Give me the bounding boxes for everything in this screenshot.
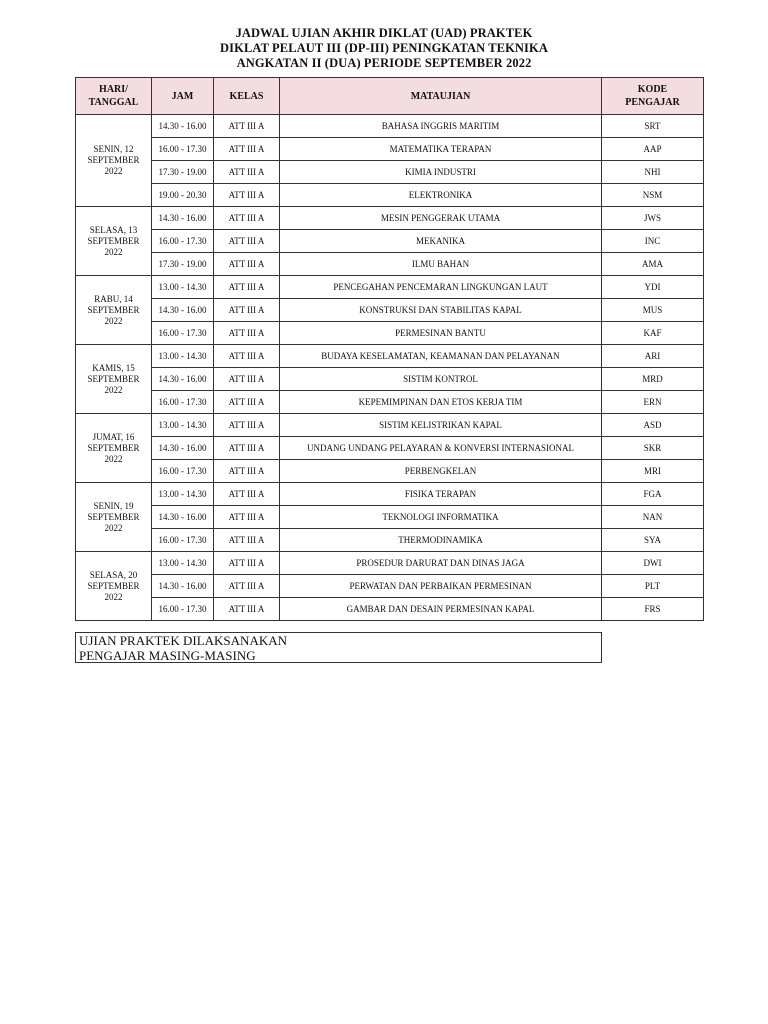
table-row	[76, 368, 704, 391]
time-cell: 16.00 - 17.30	[152, 598, 214, 621]
subject-cell: FISIKA TERAPAN	[280, 483, 602, 506]
class-cell: ATT III A	[214, 184, 280, 207]
class-cell: ATT III A	[214, 506, 280, 529]
code-cell: NAN	[602, 506, 704, 529]
header-time: JAM	[152, 78, 214, 115]
subject-cell: BAHASA INGGRIS MARITIM	[280, 115, 602, 138]
table-row	[76, 552, 704, 575]
note-line-1: UJIAN PRAKTEK DILAKSANAKAN	[79, 633, 287, 648]
table-row	[76, 207, 704, 230]
table-row	[76, 138, 704, 161]
table-row	[76, 391, 704, 414]
class-cell: ATT III A	[214, 115, 280, 138]
code-cell: JWS	[602, 207, 704, 230]
subject-cell: KEPEMIMPINAN DAN ETOS KERJA TIM	[280, 391, 602, 414]
class-cell: ATT III A	[214, 322, 280, 345]
code-cell: SRT	[602, 115, 704, 138]
table-row	[76, 483, 704, 506]
class-cell: ATT III A	[214, 345, 280, 368]
code-cell: ASD	[602, 414, 704, 437]
day-cell: SENIN, 12 SEPTEMBER 2022	[76, 115, 152, 207]
class-cell: ATT III A	[214, 529, 280, 552]
time-cell: 14.30 - 16.00	[152, 575, 214, 598]
time-cell: 17.30 - 19.00	[152, 253, 214, 276]
subject-cell: SISTIM KONTROL	[280, 368, 602, 391]
day-cell: SELASA, 20 SEPTEMBER 2022	[76, 552, 152, 621]
time-cell: 16.00 - 17.30	[152, 322, 214, 345]
header-code	[602, 78, 704, 115]
time-cell: 16.00 - 17.30	[152, 460, 214, 483]
time-cell: 16.00 - 17.30	[152, 391, 214, 414]
header-subject: MATAUJIAN	[280, 78, 602, 115]
subject-cell: PERBENGKELAN	[280, 460, 602, 483]
class-cell: ATT III A	[214, 230, 280, 253]
class-cell: ATT III A	[214, 460, 280, 483]
table-row	[76, 414, 704, 437]
subject-cell: PERMESINAN BANTU	[280, 322, 602, 345]
header-class: KELAS	[214, 78, 280, 115]
header-day	[76, 78, 152, 115]
table-row	[76, 460, 704, 483]
title-line-1: JADWAL UJIAN AKHIR DIKLAT (UAD) PRAKTEK	[235, 26, 533, 40]
code-cell: MUS	[602, 299, 704, 322]
subject-cell: ILMU BAHAN	[280, 253, 602, 276]
day-cell: KAMIS, 15 SEPTEMBER 2022	[76, 345, 152, 414]
subject-cell: KONSTRUKSI DAN STABILITAS KAPAL	[280, 299, 602, 322]
table-row	[76, 299, 704, 322]
document-title	[0, 26, 768, 71]
day-cell: JUMAT, 16 SEPTEMBER 2022	[76, 414, 152, 483]
table-row	[76, 322, 704, 345]
subject-cell: PERWATAN DAN PERBAIKAN PERMESINAN	[280, 575, 602, 598]
class-cell: ATT III A	[214, 161, 280, 184]
time-cell: 19.00 - 20.30	[152, 184, 214, 207]
code-cell: ARI	[602, 345, 704, 368]
table-row	[76, 253, 704, 276]
code-cell: MRD	[602, 368, 704, 391]
time-cell: 13.00 - 14.30	[152, 552, 214, 575]
code-cell: MRI	[602, 460, 704, 483]
subject-cell: THERMODINAMIKA	[280, 529, 602, 552]
time-cell: 16.00 - 17.30	[152, 230, 214, 253]
class-cell: ATT III A	[214, 276, 280, 299]
class-cell: ATT III A	[214, 253, 280, 276]
time-cell: 13.00 - 14.30	[152, 483, 214, 506]
class-cell: ATT III A	[214, 138, 280, 161]
time-cell: 14.30 - 16.00	[152, 299, 214, 322]
subject-cell: TEKNOLOGI INFORMATIKA	[280, 506, 602, 529]
subject-cell: MESIN PENGGERAK UTAMA	[280, 207, 602, 230]
table-row	[76, 276, 704, 299]
code-cell: SYA	[602, 529, 704, 552]
class-cell: ATT III A	[214, 598, 280, 621]
class-cell: ATT III A	[214, 391, 280, 414]
time-cell: 16.00 - 17.30	[152, 138, 214, 161]
class-cell: ATT III A	[214, 483, 280, 506]
class-cell: ATT III A	[214, 552, 280, 575]
time-cell: 14.30 - 16.00	[152, 437, 214, 460]
code-cell: FRS	[602, 598, 704, 621]
subject-cell: PROSEDUR DARURAT DAN DINAS JAGA	[280, 552, 602, 575]
class-cell: ATT III A	[214, 437, 280, 460]
code-cell: AMA	[602, 253, 704, 276]
note-line-2: PENGAJAR MASING-MASING	[79, 648, 256, 663]
day-cell: SELASA, 13 SEPTEMBER 2022	[76, 207, 152, 276]
table-row	[76, 598, 704, 621]
time-cell: 14.30 - 16.00	[152, 506, 214, 529]
exam-schedule-table	[75, 77, 704, 621]
table-row	[76, 437, 704, 460]
time-cell: 13.00 - 14.30	[152, 414, 214, 437]
code-cell: AAP	[602, 138, 704, 161]
time-cell: 13.00 - 14.30	[152, 276, 214, 299]
time-cell: 14.30 - 16.00	[152, 368, 214, 391]
table-row	[76, 115, 704, 138]
day-cell: RABU, 14 SEPTEMBER 2022	[76, 276, 152, 345]
subject-cell: MEKANIKA	[280, 230, 602, 253]
class-cell: ATT III A	[214, 368, 280, 391]
table-row	[76, 230, 704, 253]
code-cell: FGA	[602, 483, 704, 506]
time-cell: 13.00 - 14.30	[152, 345, 214, 368]
subject-cell: SISTIM KELISTRIKAN KAPAL	[280, 414, 602, 437]
table-body	[76, 115, 704, 621]
class-cell: ATT III A	[214, 299, 280, 322]
table-row	[76, 345, 704, 368]
time-cell: 14.30 - 16.00	[152, 115, 214, 138]
class-cell: ATT III A	[214, 414, 280, 437]
code-cell: DWI	[602, 552, 704, 575]
time-cell: 17.30 - 19.00	[152, 161, 214, 184]
class-cell: ATT III A	[214, 575, 280, 598]
header-code-text: KODE PENGAJAR	[625, 84, 680, 108]
class-cell: ATT III A	[214, 207, 280, 230]
subject-cell: ELEKTRONIKA	[280, 184, 602, 207]
header-day-text: HARI/ TANGGAL	[88, 84, 139, 108]
code-cell: NHI	[602, 161, 704, 184]
code-cell: INC	[602, 230, 704, 253]
subject-cell: UNDANG UNDANG PELAYARAN & KONVERSI INTERNASIONAL	[280, 437, 602, 460]
code-cell: YDI	[602, 276, 704, 299]
code-cell: SKR	[602, 437, 704, 460]
code-cell: ERN	[602, 391, 704, 414]
table-row	[76, 529, 704, 552]
subject-cell: MATEMATIKA TERAPAN	[280, 138, 602, 161]
subject-cell: GAMBAR DAN DESAIN PERMESINAN KAPAL	[280, 598, 602, 621]
title-line-3: ANGKATAN II (DUA) PERIODE SEPTEMBER 2022	[236, 56, 532, 70]
practical-exam-note	[75, 632, 602, 663]
table-row	[76, 184, 704, 207]
subject-cell: KIMIA INDUSTRI	[280, 161, 602, 184]
day-cell: SENIN, 19 SEPTEMBER 2022	[76, 483, 152, 552]
subject-cell: BUDAYA KESELAMATAN, KEAMANAN DAN PELAYANAN	[280, 345, 602, 368]
code-cell: KAF	[602, 322, 704, 345]
table-row	[76, 506, 704, 529]
code-cell: PLT	[602, 575, 704, 598]
time-cell: 16.00 - 17.30	[152, 529, 214, 552]
code-cell: NSM	[602, 184, 704, 207]
subject-cell: PENCEGAHAN PENCEMARAN LINGKUNGAN LAUT	[280, 276, 602, 299]
time-cell: 14.30 - 16.00	[152, 207, 214, 230]
title-line-2: DIKLAT PELAUT III (DP-III) PENINGKATAN TEKNIKA	[220, 41, 548, 55]
table-header-row	[76, 78, 704, 115]
table-row	[76, 161, 704, 184]
table-row	[76, 575, 704, 598]
